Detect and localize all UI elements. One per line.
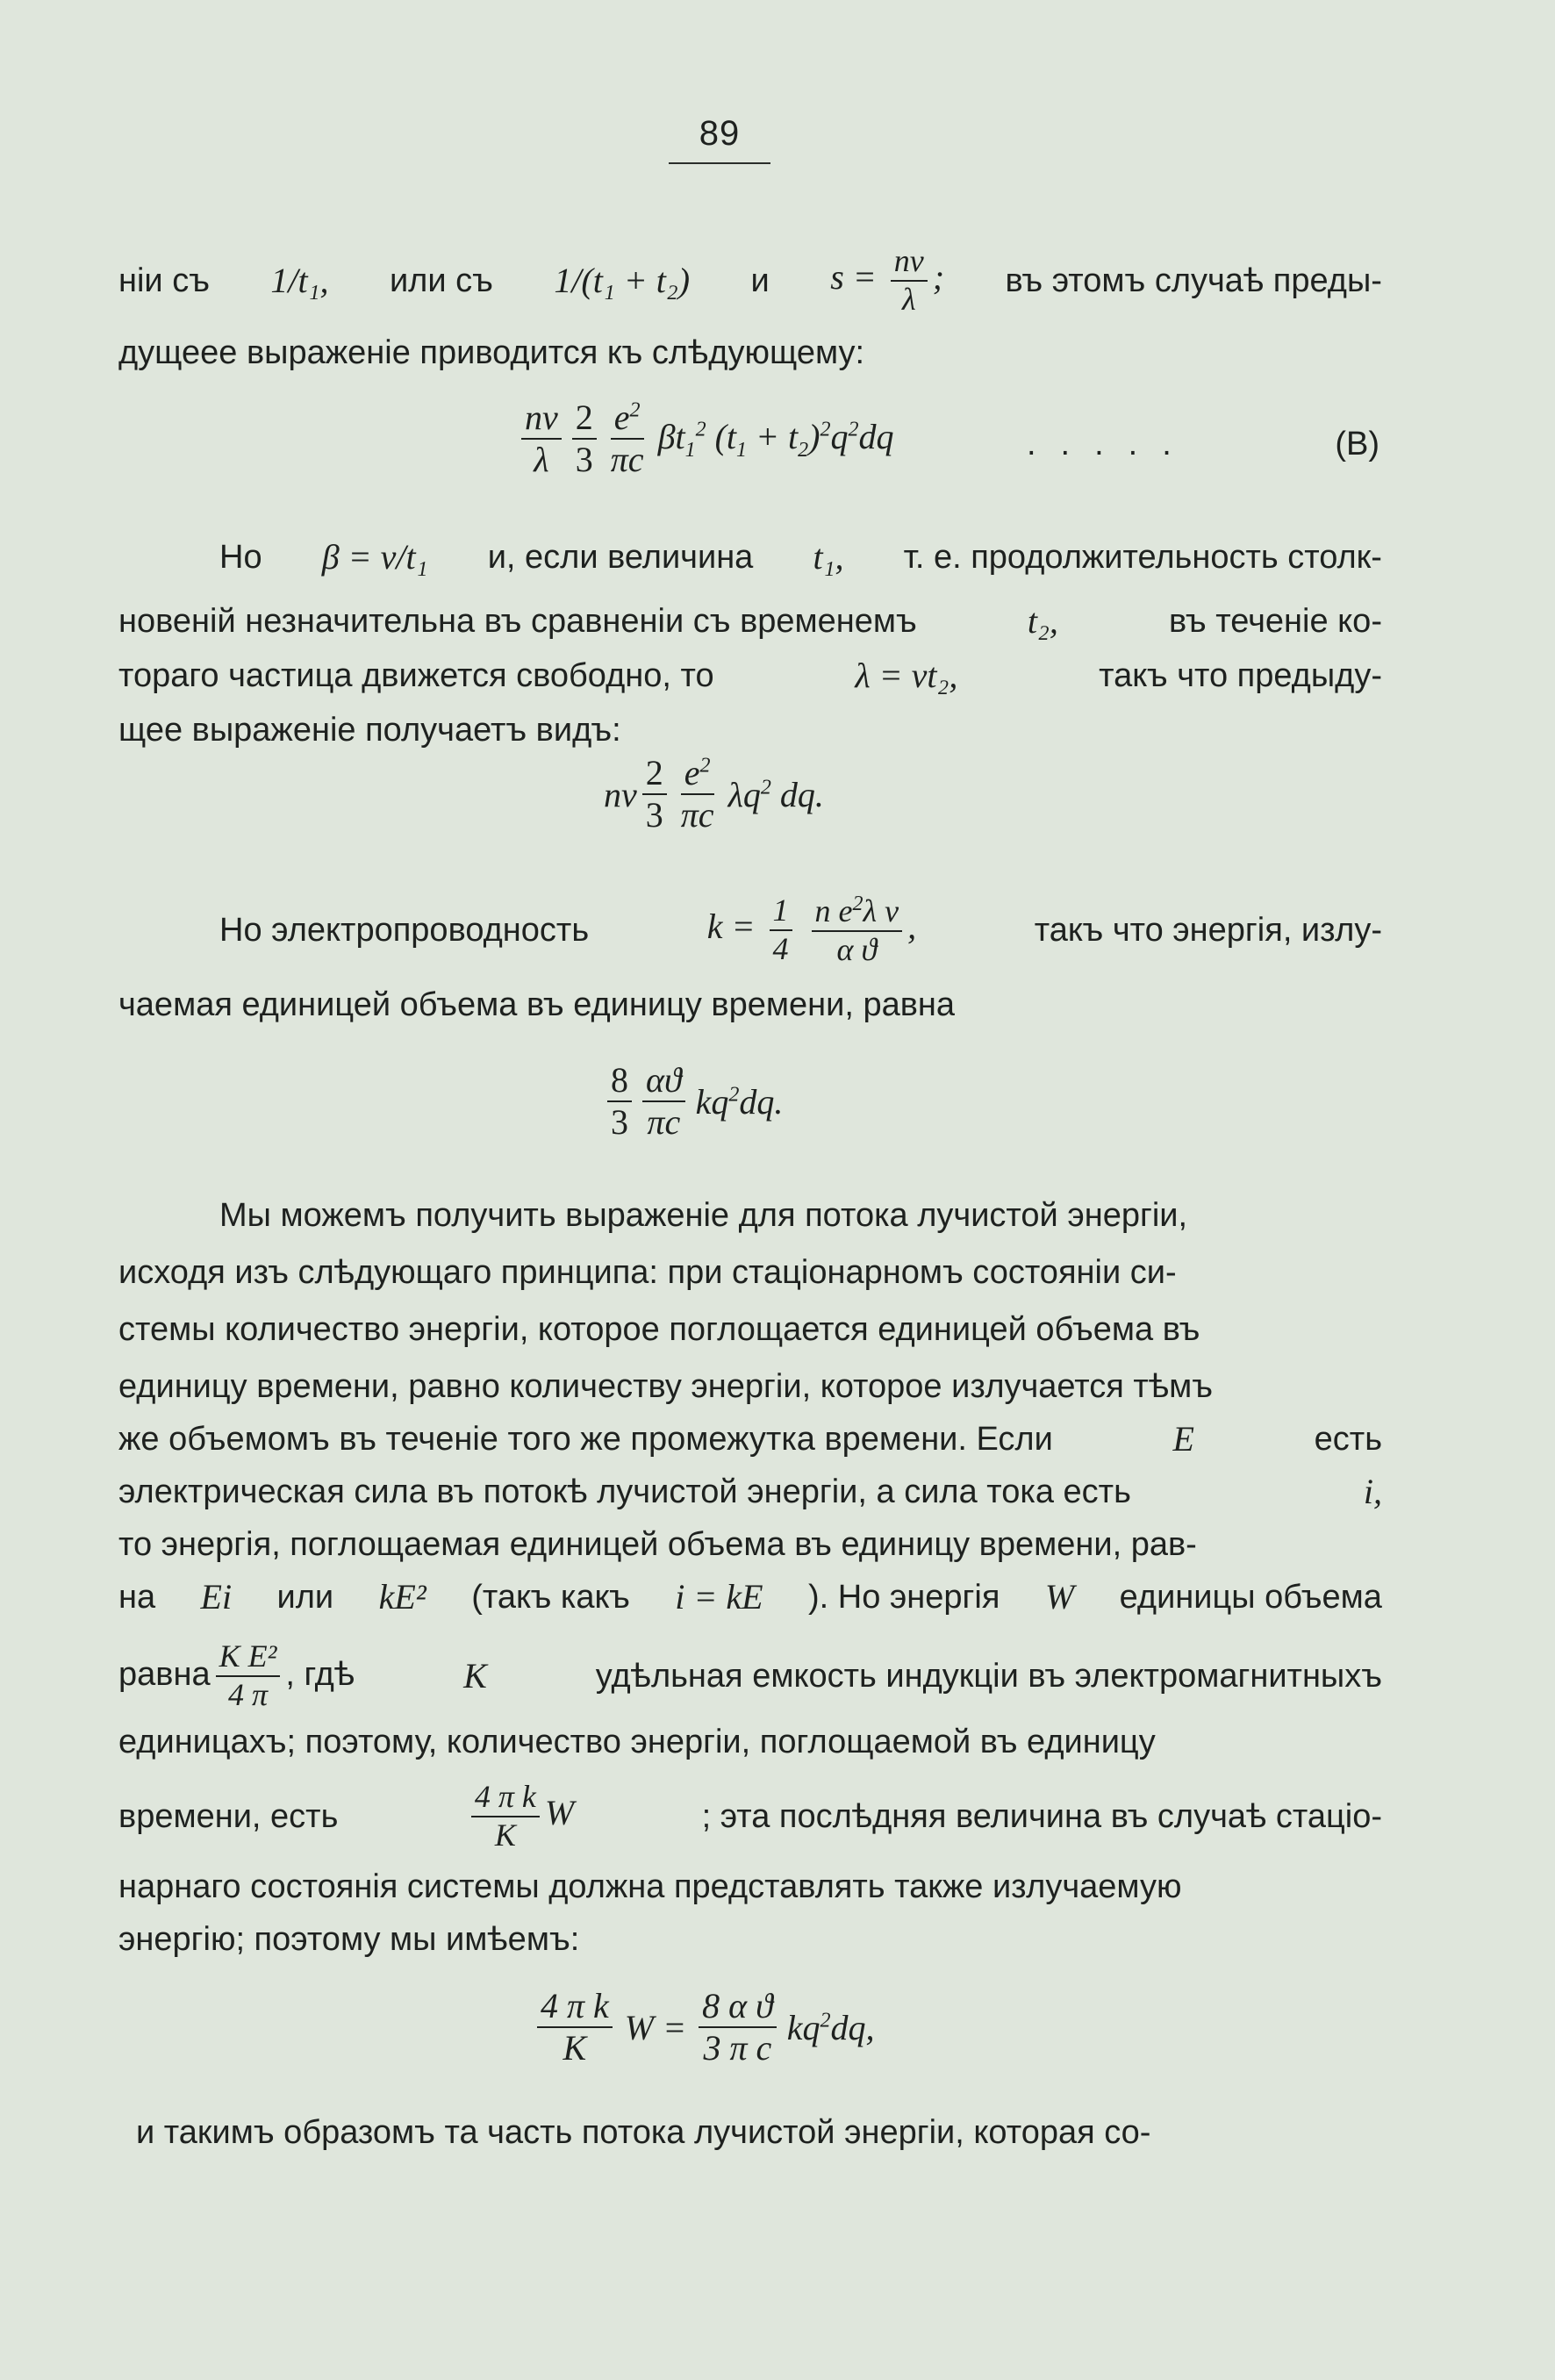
text-line-9: Мы можемъ получить выраженіе для потока лучистой энергіи, [219,1197,1188,1234]
text-line-1: ніи съ 1/t₁, или съ 1/(t₁ + t₂) и s = $\frac{nv}{\lambda}$ ; въ этомъ случаѣ преды- [118,243,1382,317]
text-line-20: нарнаго состоянія системы должна представлять также излучаемую [118,1868,1182,1905]
text-line-6: щее выраженіе получаетъ видъ: [118,712,621,749]
text-line-19: времени, есть $\frac{\text{4 π k}}{K}$ W ; эта послѣдняя величина въ случаѣ стаціо- [118,1779,1382,1853]
k-formula: k = $\frac{1}{4}$ $\frac{n e^2\lambda v}{\text{α ϑ}}$ , [706,892,917,967]
equation-b: $\frac{nv}{\lambda}$ $\frac{2}{3}$ $\frac{e^2}{\pi c}$ $\beta t_1^2$ $(t_1 + t_2)^2q^2dq$ [516,399,893,478]
equation-dots: ..... [1027,426,1196,462]
text-line-2: дущеее выраженіе приводится къ слѣдующему: [118,334,865,371]
text-line-10: исходя изъ слѣдующаго принципа: при стаціонарномъ состояніи си- [118,1254,1177,1291]
text-line-18: единицахъ; поэтому, количество энергіи, поглощаемой въ единицу [118,1724,1156,1760]
text-line-8: чаемая единицей объема въ единицу времени, равна [118,986,956,1023]
text-line-21: энергію; поэтому мы имѣемъ: [118,1921,580,1958]
text-line-12: единицу времени, равно количеству энергіи, которое излучается тѣмъ [118,1368,1213,1405]
text-line-14: электрическая сила въ потокѣ лучистой энергіи, а сила тока есть i, [118,1472,1382,1511]
text-line-11: стемы количество энергіи, которое поглощается единицей объема въ [118,1311,1200,1348]
text-line-16: на Ei или kE² (такъ какъ i = kE ). Но энергія W единицы объема [118,1577,1382,1617]
text-line-3: Но β = v/t₁ и, если величина t₁, т. е. продолжительность столк- [219,537,1382,577]
text-line-5: тораго частица движется свободно, то λ = vt₂, такъ что предыду- [118,656,1382,695]
equation-3: $\frac{8}{3}$ $\frac{\alpha ϑ}{\pi c}$ $kq^2dq$. [602,1062,783,1141]
equation-b-tag: (B) [1335,426,1379,462]
equation-2: nv $\frac{2}{3}$ $\frac{e^2}{\pi c}$ $\lambda q^2$ dq. [604,753,824,835]
equation-4: $\frac{\text{4 π k}}{K}$ W = $\frac{\text{8 α ϑ}}{\text{3 π c}}$ $kq^2dq$, [532,1988,875,2067]
text-line-4: новеній незначительна въ сравненіи съ временемъ t₂, въ теченіе ко- [118,601,1382,641]
text-line-15: то энергія, поглощаемая единицей объема въ единицу времени, рав- [118,1526,1197,1563]
page-number-rule [669,162,770,164]
text-line-7: Но электропроводность k = $\frac{1}{4}$ $\frac{n e^2\lambda v}{\text{α ϑ}}$ , такъ что энергія, излу- [219,892,1382,967]
text-line-13: же объемомъ въ теченіе того же промежутка времени. Если E есть [118,1419,1382,1459]
text-line-22: и такимъ образомъ та часть потока лучистой энергіи, которая со- [136,2114,1151,2151]
page-number: 89 [699,114,741,153]
s-formula: s = $\frac{nv}{\lambda}$ ; [830,243,945,317]
text-line-17: равна $\frac{\text{K E²}}{4 \pi}$ , гдѣ K удѣльная емкость индукціи въ электромагнитныхъ [118,1638,1382,1712]
